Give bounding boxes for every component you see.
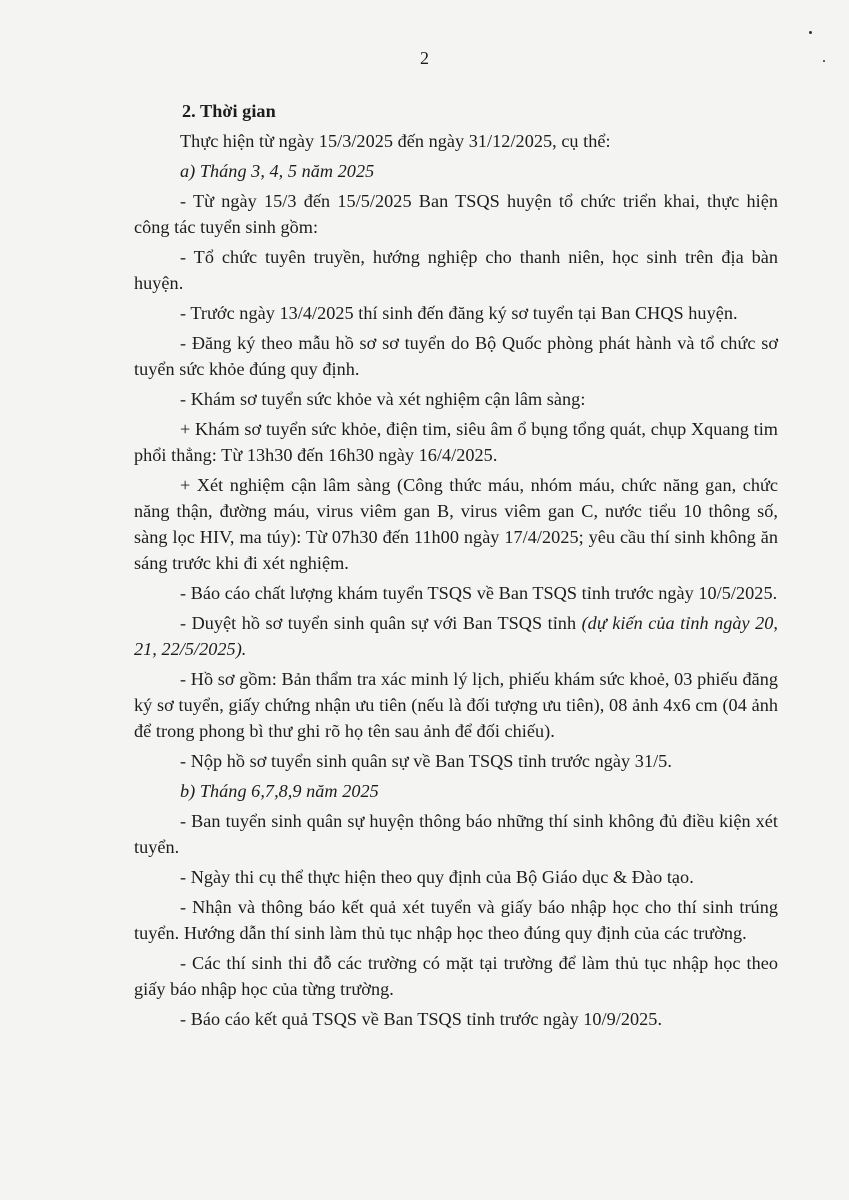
- section-intro: Thực hiện từ ngày 15/3/2025 đến ngày 31/12/2025, cụ thể:: [180, 131, 611, 151]
- paragraph: - Tổ chức tuyên truyền, hướng nghiệp cho thanh niên, học sinh trên địa bàn huyện.: [134, 247, 778, 293]
- paragraph: - Khám sơ tuyển sức khỏe và xét nghiệm cận lâm sàng:: [180, 389, 586, 409]
- page-number: 2: [420, 48, 429, 68]
- paragraph: - Đăng ký theo mẫu hồ sơ sơ tuyển do Bộ Quốc phòng phát hành và tổ chức sơ tuyển sức khỏe đúng quy định.: [134, 333, 778, 379]
- paragraph: - Nộp hồ sơ tuyển sinh quân sự về Ban TSQS tỉnh trước ngày 31/5.: [180, 751, 672, 771]
- paragraph: - Báo cáo kết quả TSQS về Ban TSQS tỉnh trước ngày 10/9/2025.: [180, 1009, 663, 1029]
- document-body: [134, 98, 778, 1036]
- paragraph: - Từ ngày 15/3 đến 15/5/2025 Ban TSQS huyện tổ chức triển khai, thực hiện công tác tuyển sinh gồm:: [134, 191, 778, 237]
- part-a-title: a) Tháng 3, 4, 5 năm 2025: [180, 161, 375, 181]
- paragraph: - Các thí sinh thi đỗ các trường có mặt tại trường để làm thủ tục nhập học theo giấy báo nhập học của từng trường.: [134, 953, 778, 999]
- paragraph: - Hồ sơ gồm: Bản thẩm tra xác minh lý lịch, phiếu khám sức khoẻ, 03 phiếu đăng ký sơ tuyển, giấy chứng nhận ưu tiên (nếu là đối tượng ưu tiên), 08 ảnh 4x6 cm (04 ảnh để trong phong bì thư ghi rõ họ tên sau ảnh để đối chiếu).: [134, 669, 778, 741]
- paragraph: - Nhận và thông báo kết quả xét tuyển và giấy báo nhập học cho thí sinh trúng tuyển. Hướng dẫn thí sinh làm thủ tục nhập học theo đúng quy định của các trường.: [134, 897, 778, 943]
- paragraph: - Trước ngày 13/4/2025 thí sinh đến đăng ký sơ tuyển tại Ban CHQS huyện.: [180, 303, 738, 323]
- part-b-title: b) Tháng 6,7,8,9 năm 2025: [180, 781, 379, 801]
- paragraph: + Khám sơ tuyển sức khỏe, điện tim, siêu âm ổ bụng tổng quát, chụp Xquang tim phổi thẳng: Từ 13h30 đến 16h30 ngày 16/4/2025.: [134, 419, 778, 465]
- section-heading: 2. Thời gian: [182, 101, 276, 121]
- review-text: - Duyệt hồ sơ tuyển sinh quân sự với Ban TSQS tỉnh: [180, 613, 582, 633]
- paragraph: + Xét nghiệm cận lâm sàng (Công thức máu, nhóm máu, chức năng gan, chức năng thận, đường máu, virus viêm gan B, virus viêm gan C, nước tiểu 10 thông số, sàng lọc HIV, ma túy): Từ 07h30 đến 11h00 ngày 17/4/2025; yêu cầu thí sinh không ăn sáng trước khi đi xét nghiệm.: [134, 475, 778, 573]
- paragraph: - Ban tuyển sinh quân sự huyện thông báo những thí sinh không đủ điều kiện xét tuyển.: [134, 811, 778, 857]
- paragraph: - Báo cáo chất lượng khám tuyển TSQS về Ban TSQS tỉnh trước ngày 10/5/2025.: [180, 583, 778, 603]
- paragraph: - Ngày thi cụ thể thực hiện theo quy định của Bộ Giáo dục & Đào tạo.: [180, 867, 694, 887]
- review-note: (dự kiến của tỉnh ngày 20, 21, 22/5/2025).: [134, 613, 778, 659]
- paragraph-review: [134, 610, 778, 662]
- scan-speck: [809, 31, 812, 34]
